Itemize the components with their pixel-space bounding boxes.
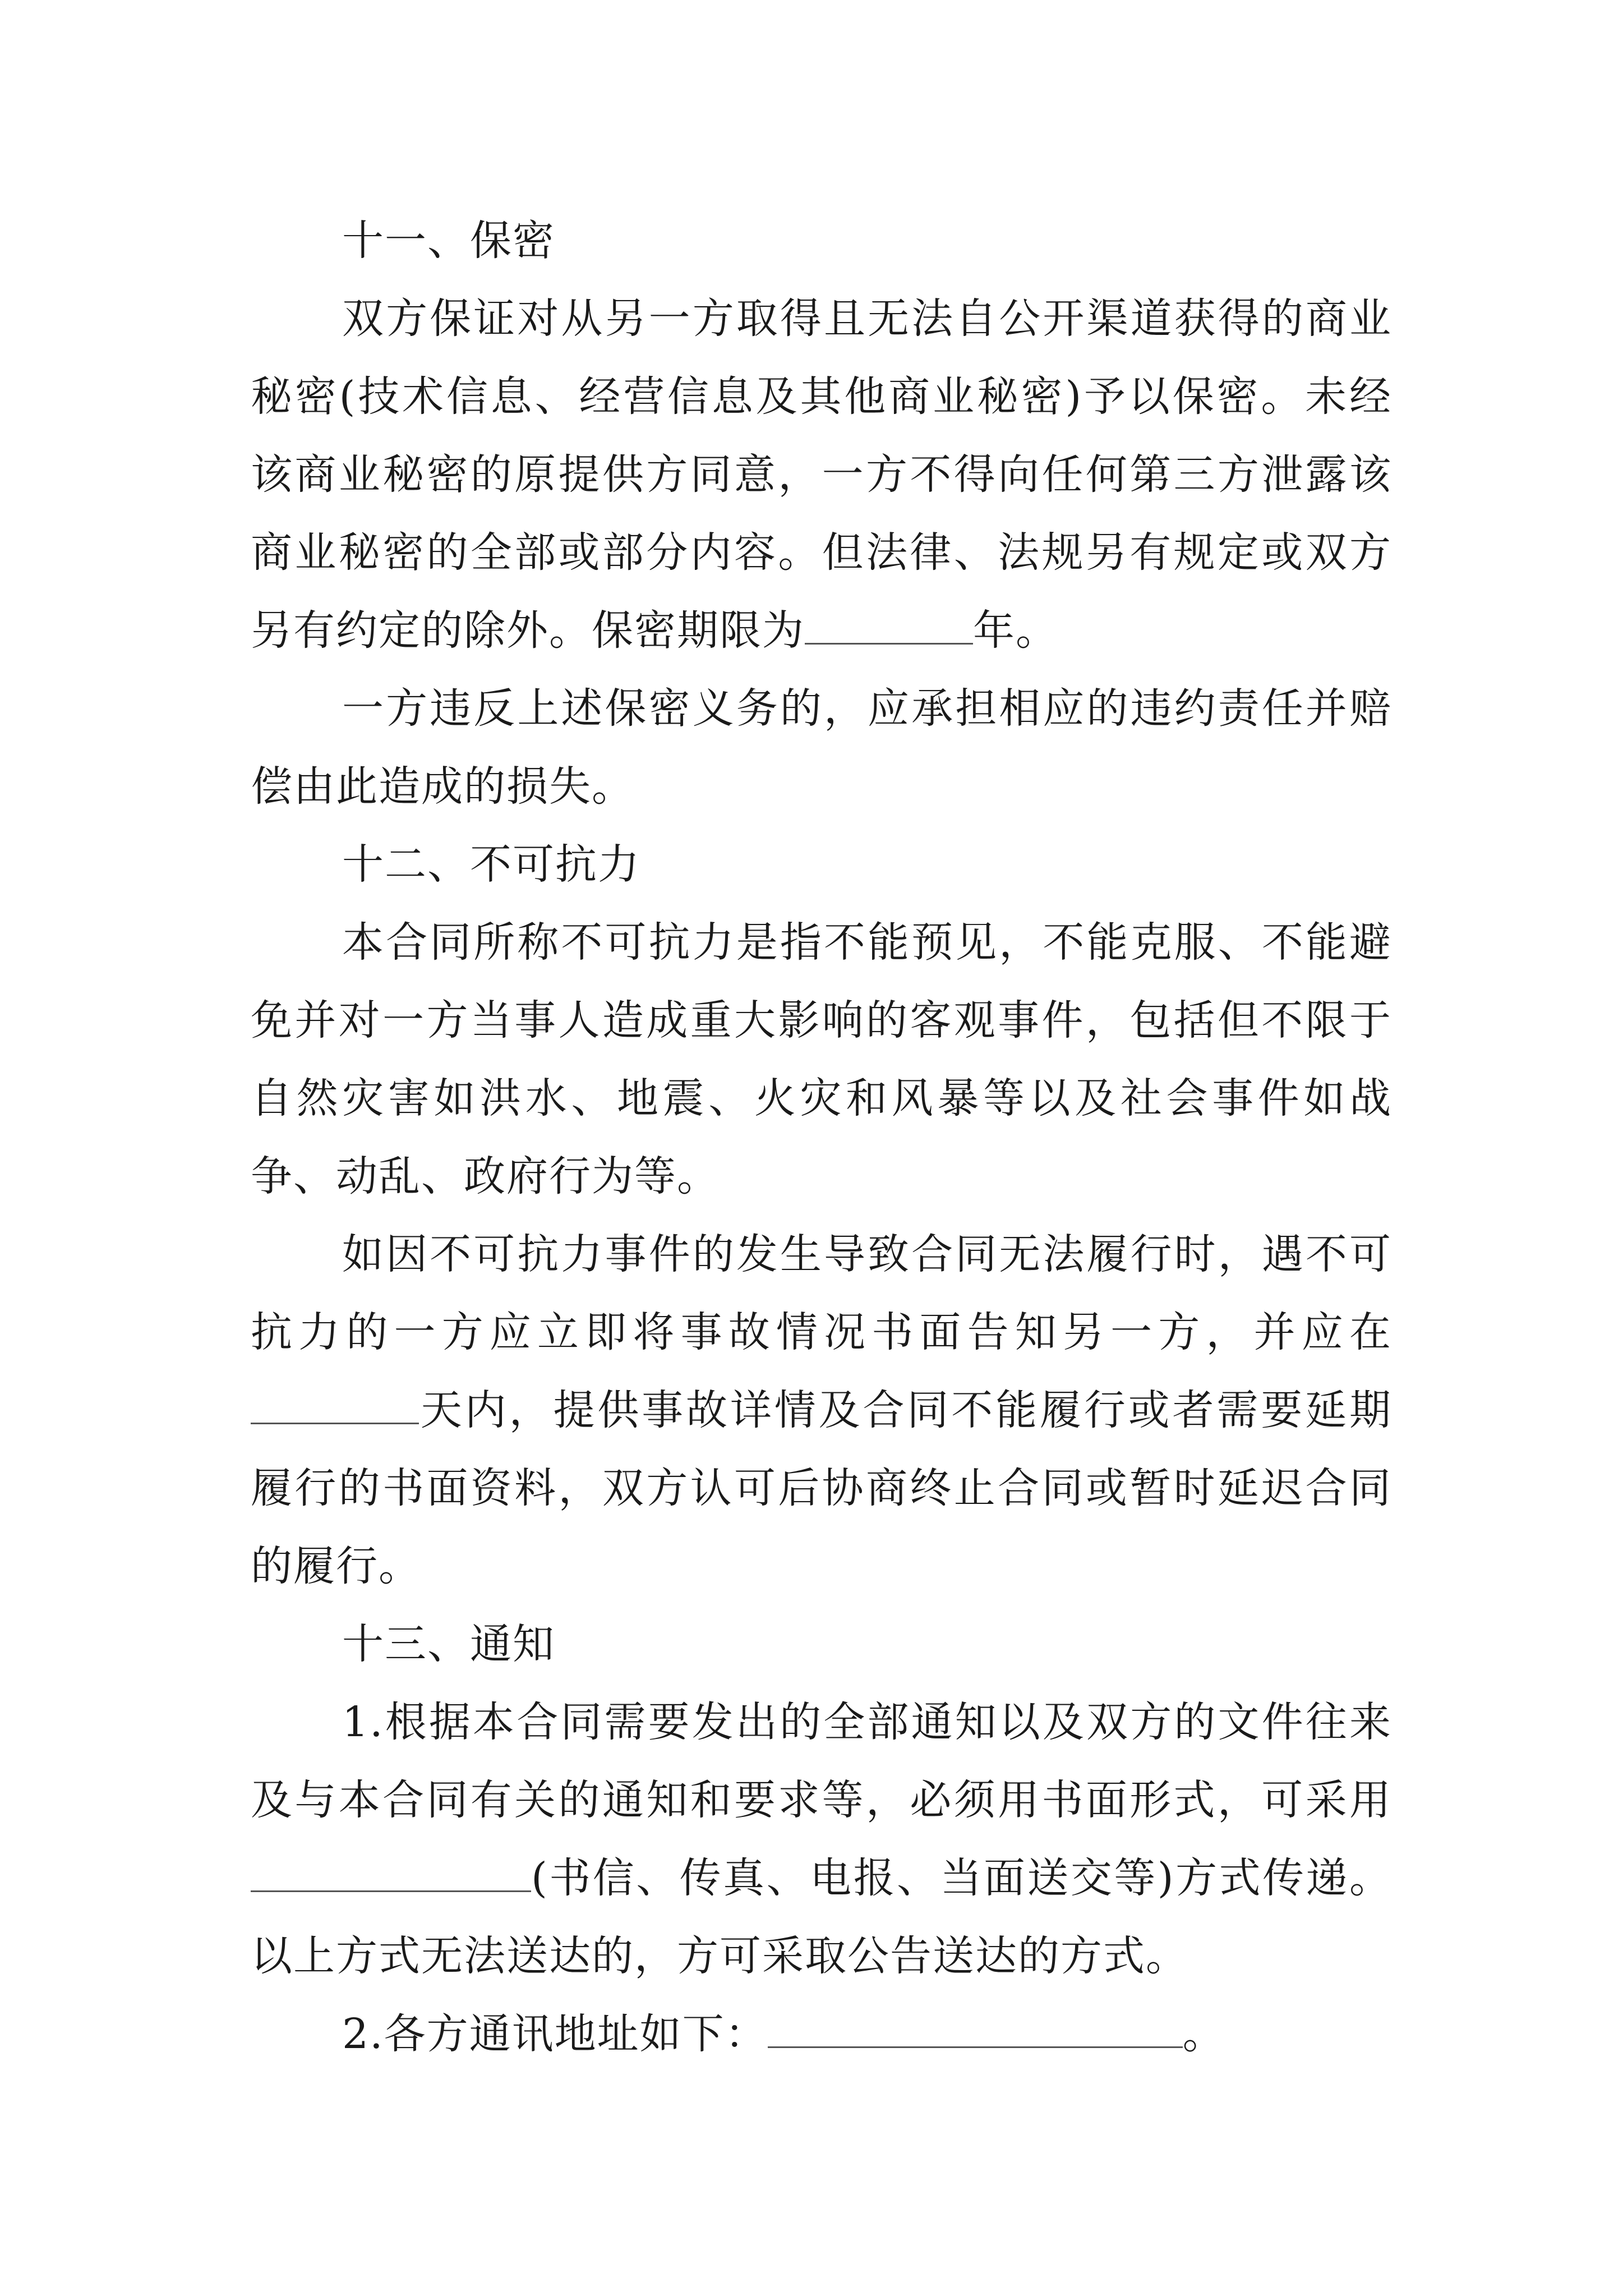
section-11-paragraph-1: [251, 280, 1392, 670]
section-11-paragraph-1-tail: 年。: [973, 606, 1058, 655]
section-13-heading: 十三、通知: [342, 1620, 555, 1668]
delivery-method-blank: [251, 1857, 531, 1892]
address-blank: [768, 2013, 1183, 2048]
notice-days-blank: [251, 1389, 419, 1424]
section-13-paragraph-1-tail: (书信、传真、电报、当面送交等)方式传递。以上方式无法送达的，方可采取公告送达的方式。: [251, 1854, 1392, 1980]
section-12-heading: 十二、不可抗力: [342, 840, 640, 889]
section-12-paragraph-1: 本合同所称不可抗力是指不能预见，不能克服、不能避免并对一方当事人造成重大影响的客观事件，包括但不限于自然灾害如洪水、地震、火灾和风暴等以及社会事件如战争、动乱、政府行为等。: [251, 918, 1392, 1200]
confidentiality-period-blank: [805, 609, 973, 645]
section-12-paragraph-2-tail: 天内，提供事故详情及合同不能履行或者需要延期履行的书面资料，双方认可后协商终止合同或暂时延迟合同的履行。: [251, 1386, 1392, 1590]
section-13-paragraph-1: [251, 1683, 1392, 1995]
document-body: [251, 202, 1392, 2073]
section-13-paragraph-2-tail: 。: [1182, 2010, 1225, 2058]
section-11-paragraph-2: 一方违反上述保密义务的，应承担相应的违约责任并赔偿由此造成的损失。: [251, 684, 1392, 811]
section-12-paragraph-2: [251, 1216, 1392, 1605]
section-13-paragraph-1-text: 1.根据本合同需要发出的全部通知以及双方的文件往来及与本合同有关的通知和要求等，必须用书面形式，可采用: [251, 1698, 1392, 1824]
section-12-paragraph-2-text: 如因不可抗力事件的发生导致合同无法履行时，遇不可抗力的一方应立即将事故情况书面告知另一方，并应在: [251, 1230, 1392, 1356]
section-13-paragraph-2: [251, 1995, 1392, 2073]
section-11-paragraph-1-text: 双方保证对从另一方取得且无法自公开渠道获得的商业秘密(技术信息、经营信息及其他商业秘密)予以保密。未经该商业秘密的原提供方同意，一方不得向任何第三方泄露该商业秘密的全部或部分内容。但法律、法规另有规定或双方另有约定的除外。保密期限为: [251, 295, 1392, 655]
section-13-paragraph-2-text: 2.各方通讯地址如下：: [342, 2010, 768, 2058]
section-11-heading: 十一、保密: [342, 217, 555, 265]
